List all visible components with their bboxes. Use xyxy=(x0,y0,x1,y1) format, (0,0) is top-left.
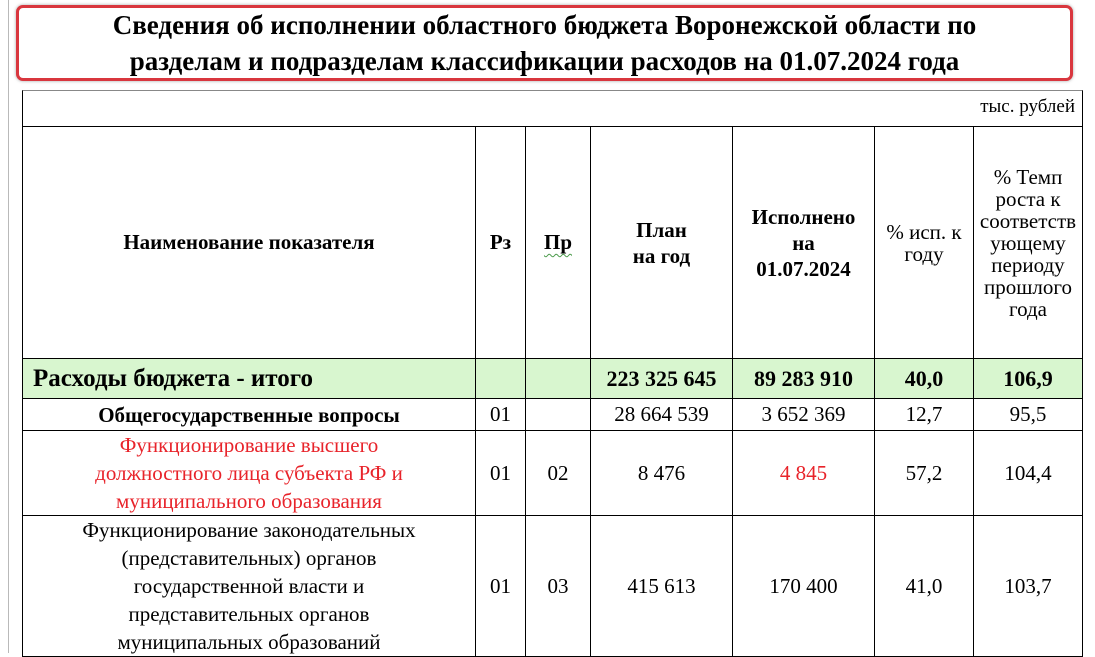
header-exec-line1: Исполнено xyxy=(751,204,856,229)
total-pr xyxy=(526,359,591,399)
units-row-frame xyxy=(22,90,1083,127)
row-pct: 57,2 xyxy=(875,431,974,516)
total-rz xyxy=(476,359,526,399)
header-pct-line1: % исп. к xyxy=(886,219,962,244)
header-pct xyxy=(875,127,974,359)
header-growth-line3: соответств xyxy=(979,208,1077,233)
header-plan-line2: на год xyxy=(632,243,691,268)
total-name: Расходы бюджета - итого xyxy=(23,359,476,399)
row-executed: 4 845 xyxy=(733,431,875,516)
total-growth: 106,9 xyxy=(974,359,1083,399)
row-name xyxy=(23,516,476,657)
table-row xyxy=(23,431,1083,516)
header-growth-line5: периоду xyxy=(991,252,1065,277)
header-name: Наименование показателя xyxy=(23,127,476,359)
header-pr-text: Пр xyxy=(543,230,572,254)
header-executed xyxy=(733,127,875,359)
header-row xyxy=(23,127,1083,359)
table-row xyxy=(23,516,1083,657)
units-label: тыс. рублей xyxy=(980,96,1075,117)
budget-table xyxy=(22,126,1083,657)
row-pct: 41,0 xyxy=(875,516,974,657)
row-growth: 95,5 xyxy=(974,399,1083,431)
total-pct: 40,0 xyxy=(875,359,974,399)
row-plan: 28 664 539 xyxy=(591,399,733,431)
header-growth-line7: года xyxy=(1009,296,1047,321)
header-pr xyxy=(526,127,591,359)
header-exec-line2: на xyxy=(792,230,815,255)
total-plan: 223 325 645 xyxy=(591,359,733,399)
header-plan-line1: План xyxy=(636,217,687,242)
row-rz: 01 xyxy=(476,399,526,431)
row-name xyxy=(23,431,476,516)
header-plan xyxy=(591,127,733,359)
row-name-line: (представительных) органов xyxy=(121,546,377,570)
header-pct-line2: году xyxy=(904,241,944,266)
row-pr: 02 xyxy=(526,431,591,516)
row-name: Общегосударственные вопросы xyxy=(23,399,476,431)
title-line-1: Сведения об исполнении областного бюджета Воронежской области по xyxy=(112,10,977,40)
header-exec-line3: 01.07.2024 xyxy=(756,256,851,281)
header-growth-line2: роста к xyxy=(995,186,1061,211)
page-edge xyxy=(8,0,9,653)
row-pr xyxy=(526,399,591,431)
header-rz: Рз xyxy=(476,127,526,359)
row-rz: 01 xyxy=(476,516,526,657)
total-row xyxy=(23,359,1083,399)
row-name-line: государственной власти и xyxy=(133,574,365,598)
title-line-2: разделам и подразделам классификации расходов на 01.07.2024 года xyxy=(129,46,960,76)
total-executed: 89 283 910 xyxy=(733,359,875,399)
row-plan: 415 613 xyxy=(591,516,733,657)
document-title xyxy=(16,5,1073,81)
row-growth: 104,4 xyxy=(974,431,1083,516)
table-row xyxy=(23,399,1083,431)
header-growth xyxy=(974,127,1083,359)
row-executed: 170 400 xyxy=(733,516,875,657)
row-growth: 103,7 xyxy=(974,516,1083,657)
row-name-line: должностного лица субъекта РФ и xyxy=(95,461,403,485)
row-executed: 3 652 369 xyxy=(733,399,875,431)
row-name-line: представительных органов xyxy=(128,602,370,626)
row-name-line: Функционирование законодательных xyxy=(82,518,416,542)
header-growth-line4: ующему xyxy=(990,230,1066,255)
row-pr: 03 xyxy=(526,516,591,657)
row-name-line: муниципальных образований xyxy=(117,630,381,654)
row-pct: 12,7 xyxy=(875,399,974,431)
row-rz: 01 xyxy=(476,431,526,516)
row-name-line: Функционирование высшего xyxy=(119,433,379,457)
row-name-line: муниципального образования xyxy=(116,489,382,513)
header-growth-line6: прошлого xyxy=(984,274,1072,299)
row-plan: 8 476 xyxy=(591,431,733,516)
header-growth-line1: % Темп xyxy=(993,164,1063,189)
